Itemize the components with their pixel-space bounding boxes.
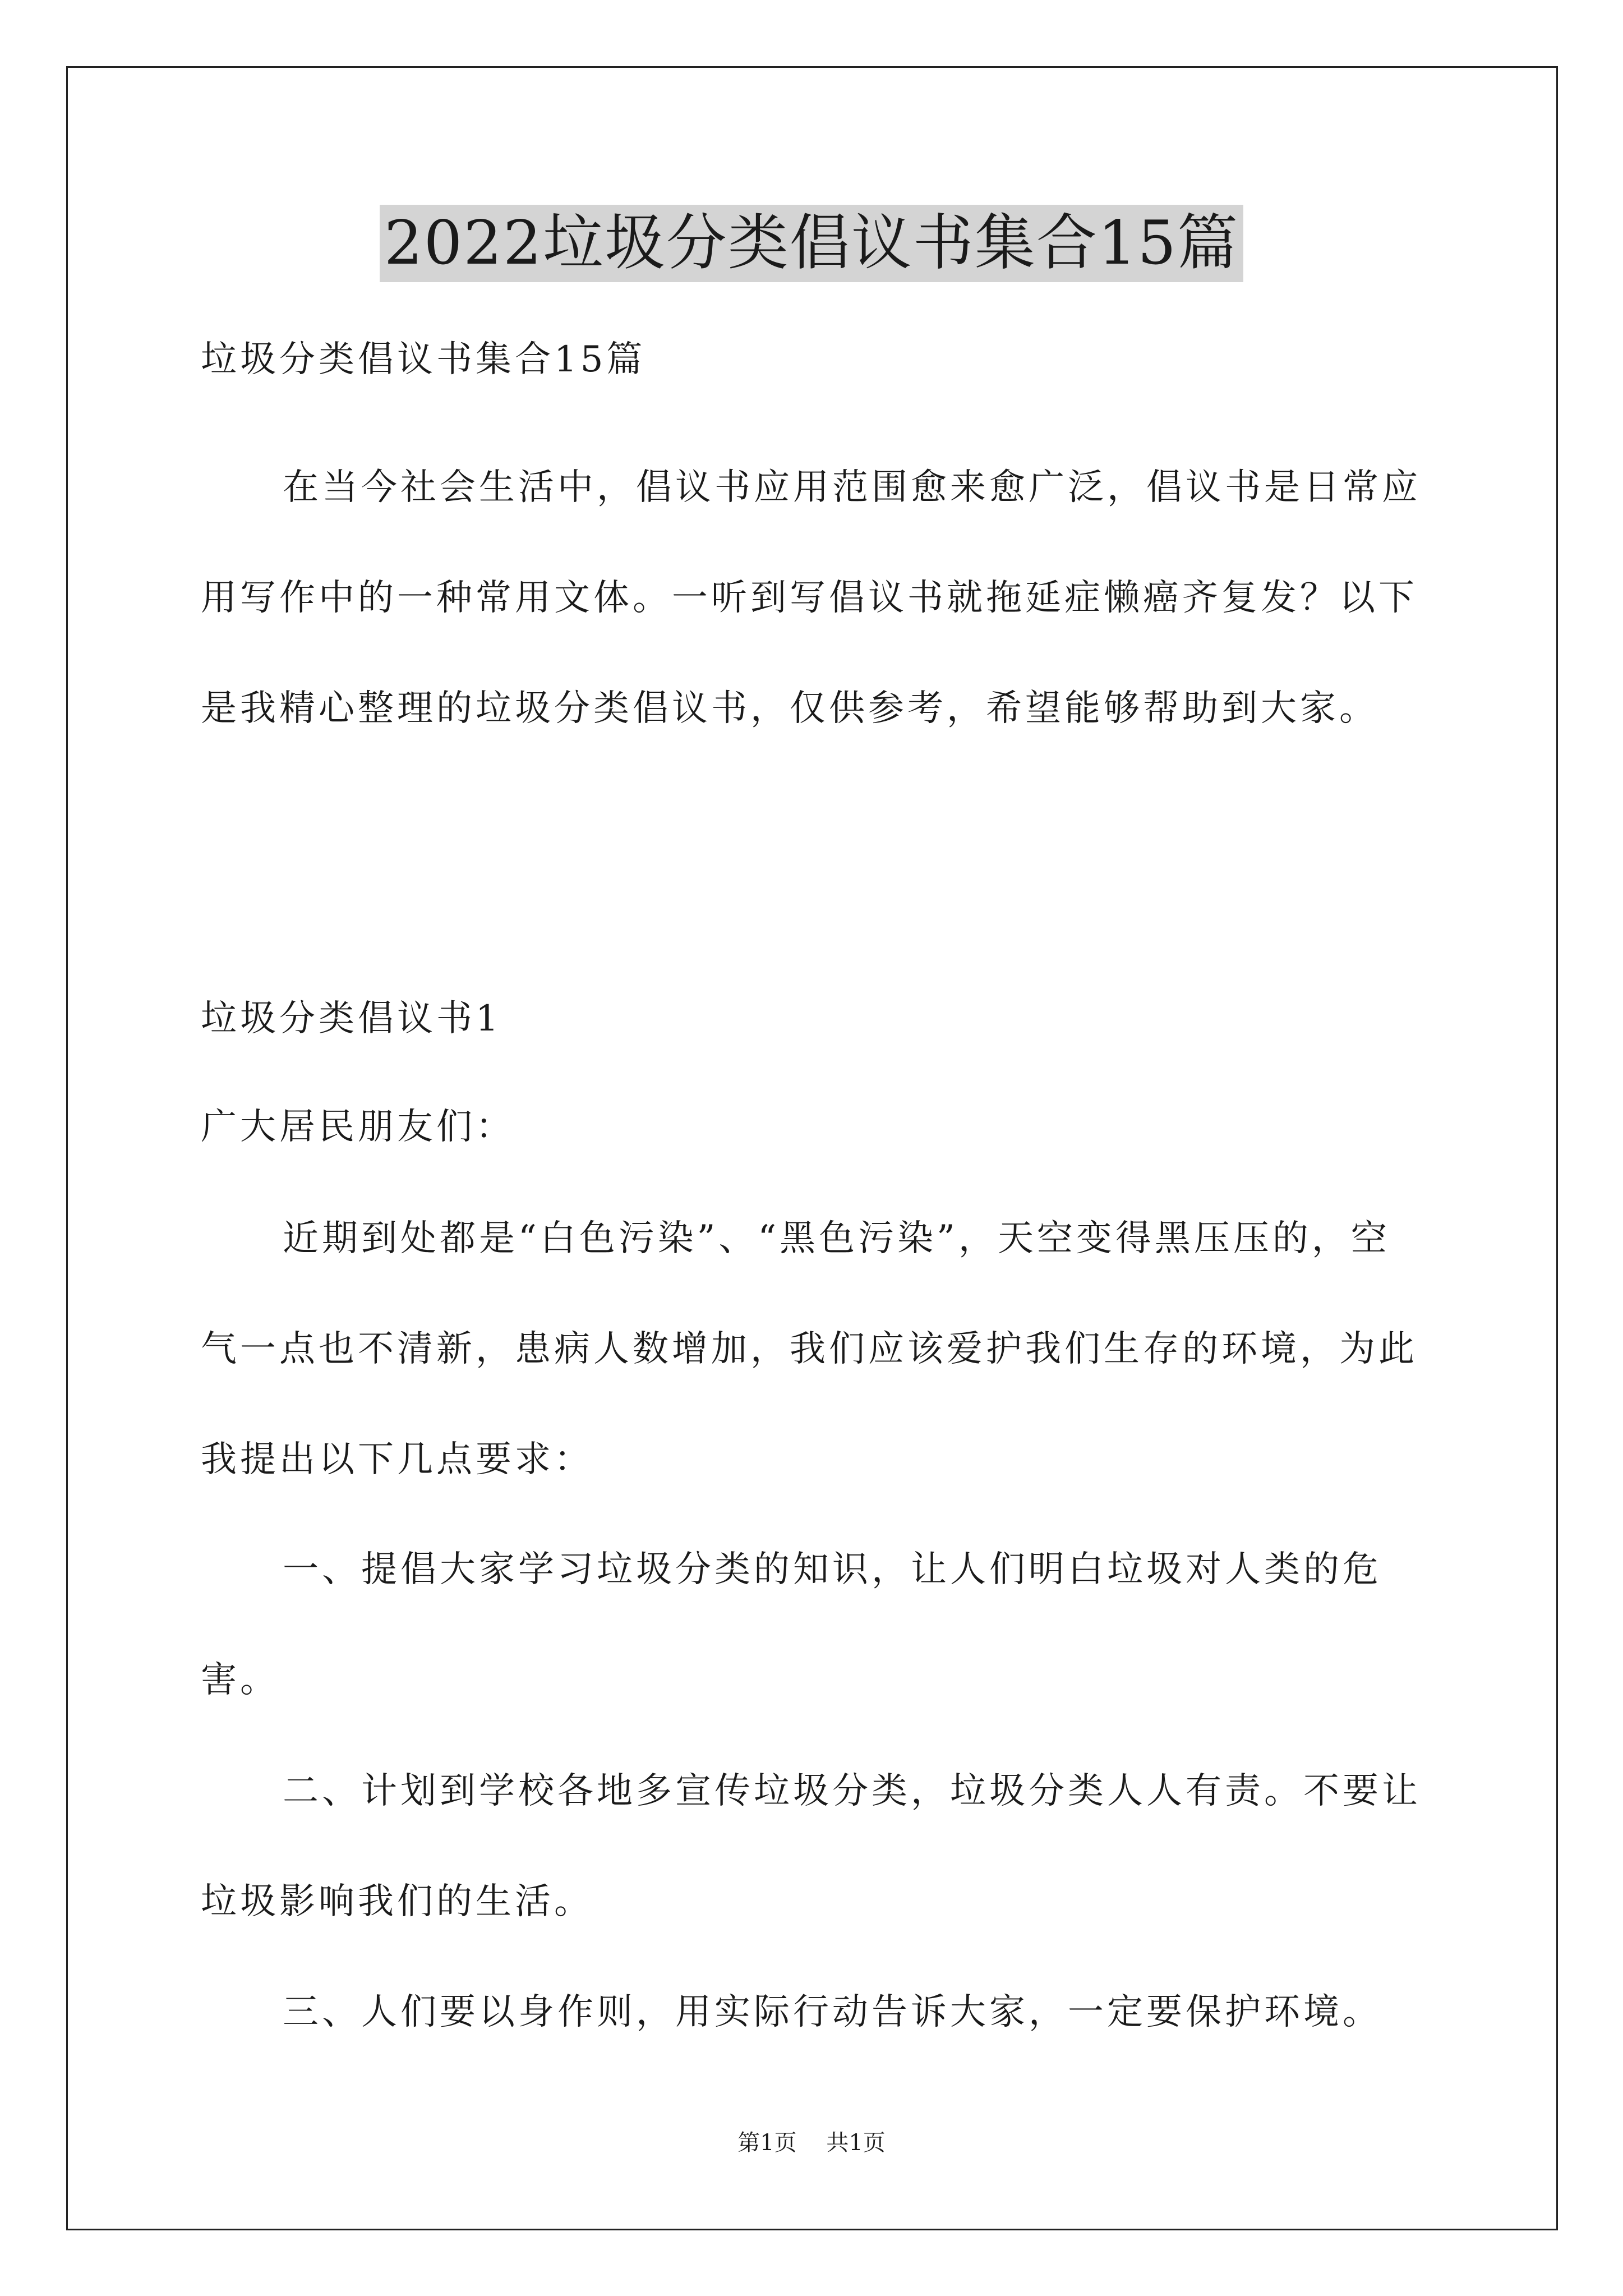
body-paragraph: 近期到处都是“白色污染”、“黑色污染”，天空变得黑压压的，空气一点也不清新，患病人数增加，我们应该爱护我们生存的环境，为此我提出以下几点要求： — [201, 1218, 1418, 1480]
subtitle: 垃圾分类倡议书集合15篇 — [201, 339, 646, 380]
list-item-3: 三、人们要以身作则，用实际行动告诉大家，一定要保护环境。 — [283, 1991, 1382, 2033]
section-heading: 垃圾分类倡议书1 — [201, 998, 502, 1039]
list-item-2: 二、计划到学校各地多宣传垃圾分类，垃圾分类人人有责。不要让垃圾影响我们的生活。 — [201, 1770, 1421, 1922]
page-number-total: 共1页 — [826, 2130, 886, 2156]
title-container — [0, 205, 1623, 282]
page-number-current: 第1页 — [737, 2130, 797, 2156]
salutation: 广大居民朋友们： — [201, 1106, 515, 1148]
list-item-1: 一、提倡大家学习垃圾分类的知识，让人们明白垃圾对人类的危害。 — [201, 1549, 1382, 1701]
document-title: 2022垃圾分类倡议书集合15篇 — [380, 205, 1243, 282]
page-footer — [0, 2126, 1623, 2160]
intro-paragraph: 在当今社会生活中，倡议书应用范围愈来愈广泛，倡议书是日常应用写作中的一种常用文体。一听到写倡议书就拖延症懒癌齐复发？以下是我精心整理的垃圾分类倡议书，仅供参考，希望能够帮助到大家。 — [201, 467, 1421, 729]
